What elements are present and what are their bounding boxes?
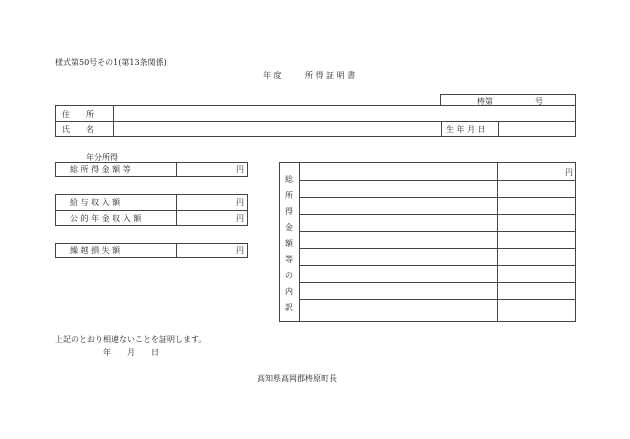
breakdown-table [279,162,576,322]
loss-carryover-row [55,243,248,258]
loss-carryover-label: 繰 越 損 失 額 [70,246,121,255]
name-field[interactable] [118,122,438,136]
form-id: 様式第50号その1(第13条関係) [55,58,167,67]
total-income-row [55,162,248,177]
salary-income-unit: 円 [236,198,244,207]
pension-income-unit: 円 [236,213,244,223]
total-income-label: 総 所 得 金 額 等 [70,165,131,174]
breakdown-side-label-6: 等 [285,255,293,264]
birth-date-field[interactable] [503,122,573,136]
address-label: 住 所 [62,109,94,119]
salary-pension-box [55,194,248,226]
breakdown-side-label-7: の [285,271,293,280]
title-year: 年 度 [263,71,282,80]
breakdown-unit: 円 [565,168,573,177]
breakdown-side-label-4: 金 [285,223,293,232]
breakdown-side-label-5: 額 [285,239,293,248]
income-heading: 年分所得 [86,153,118,162]
address-field[interactable] [118,107,568,121]
page-title: 所 得 証 明 書 [305,71,356,80]
breakdown-side-label-8: 内 [285,287,293,296]
person-info-table [55,105,576,137]
breakdown-side-label-9: 訳 [285,303,293,312]
breakdown-side-label-2: 所 [285,191,293,200]
breakdown-side-label-3: 得 [285,207,293,216]
salary-income-label: 給 与 収 入 額 [70,198,121,207]
number-prefix: 梼第 [477,97,493,106]
name-label: 氏 名 [62,124,94,134]
total-income-unit: 円 [236,165,244,174]
birth-date-label: 生 年 月 日 [446,124,486,134]
pension-income-label: 公 的 年 金 収 入 額 [70,213,142,223]
issuer: 高知県高岡郡梼原町長 [257,374,337,383]
breakdown-side-label-1: 総 [285,175,293,184]
number-suffix: 号 [535,97,543,106]
issue-date: 年 月 日 [103,348,159,357]
loss-carryover-unit: 円 [236,246,244,255]
certification-text: 上記のとおり相違ないことを証明します。 [55,335,207,344]
